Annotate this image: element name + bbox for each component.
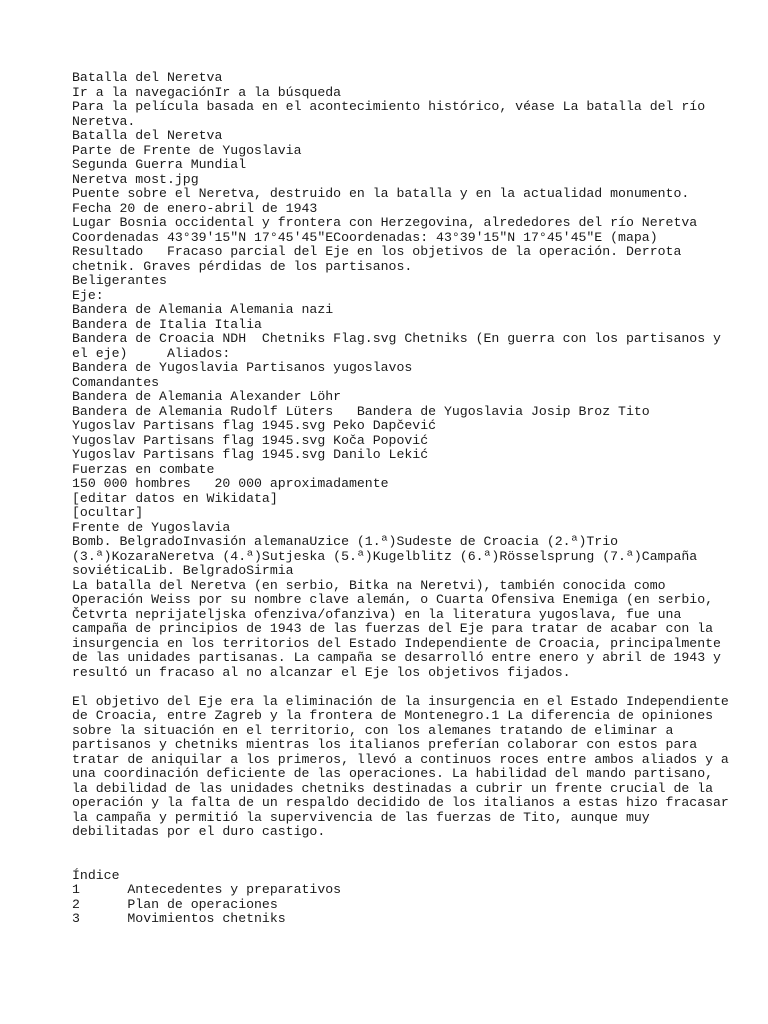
text-line: Četvrta neprijateljska ofenziva/ofanziva) en la literatura yugoslava, fue una bbox=[72, 606, 682, 622]
text-line: la debilidad de las unidades chetniks destinadas a cubrir un frente crucial de la bbox=[72, 780, 714, 796]
text-line: resultó un fracaso al no alcanzar el Eje los objetivos fijados. bbox=[72, 664, 571, 680]
blank-line bbox=[72, 840, 722, 855]
text-line: Neretva. bbox=[72, 113, 136, 129]
text-line: Beligerantes bbox=[72, 273, 167, 288]
text-line: Fuerzas en combate bbox=[72, 461, 215, 477]
text-line: Neretva most.jpg bbox=[72, 171, 199, 187]
text-line: La batalla del Neretva (en serbio, Bitka na Neretvi), también conocida como bbox=[72, 577, 666, 593]
text-line: Yugoslav Partisans flag 1945.svg Koča Popović bbox=[72, 432, 429, 448]
text-line: Lugar Bosnia occidental y frontera con Herzegovina, alrededores del río Neretva bbox=[72, 215, 698, 230]
text-line: Puente sobre el Neretva, destruido en la batalla y en la actualidad monumento. bbox=[72, 186, 690, 201]
text-line: Coordenadas 43°39′15″N 17°45′45″ECoordenadas: 43°39′15″N 17°45′45″E (mapa) bbox=[72, 229, 658, 245]
text-line: [editar datos en Wikidata] bbox=[72, 490, 278, 506]
text-line: Resultado Fracaso parcial del Eje en los objetivos de la operación. Derrota bbox=[72, 244, 682, 259]
text-line: Yugoslav Partisans flag 1945.svg Danilo Lekić bbox=[72, 447, 429, 462]
text-line: chetnik. Graves pérdidas de los partisanos. bbox=[72, 258, 413, 274]
text-line: Comandantes bbox=[72, 374, 160, 390]
text-line: debilitadas por el duro castigo. bbox=[72, 824, 326, 839]
text-line: Yugoslav Partisans flag 1945.svg Peko Dapčević bbox=[72, 418, 437, 433]
document-body bbox=[72, 70, 729, 927]
blank-line bbox=[72, 680, 722, 695]
text-line: Ir a la navegaciónIr a la búsqueda bbox=[72, 84, 342, 100]
text-line: Parte de Frente de Yugoslavia bbox=[72, 142, 302, 158]
text-line: Fecha 20 de enero-abril de 1943 bbox=[72, 200, 318, 216]
text-line: Bandera de Croacia NDH Chetniks Flag.svg Chetniks (En guerra con los partisanos y bbox=[72, 331, 721, 346]
text-line: soviéticaLib. BelgradoSirmia bbox=[72, 563, 294, 578]
text-line: 1 Antecedentes y preparativos bbox=[72, 882, 342, 897]
text-line: Operación Weiss por su nombre clave alemán, o Cuarta Ofensiva Enemiga (en serbio, bbox=[72, 592, 714, 607]
text-line: campaña de principios de 1943 de las fuerzas del Eje para tratar de acabar con la bbox=[72, 621, 714, 636]
text-line: una coordinación deficiente de las operaciones. La habilidad del mando partisano, bbox=[72, 766, 714, 781]
text-line: Batalla del Neretva bbox=[72, 128, 223, 143]
text-line: Para la película basada en el acontecimiento histórico, véase La batalla del río bbox=[72, 99, 706, 114]
text-line: 2 Plan de operaciones bbox=[72, 896, 278, 912]
text-line: Batalla del Neretva bbox=[72, 70, 223, 85]
text-line: partisanos y chetniks mientras los italianos preferían colaborar con estos para bbox=[72, 737, 698, 752]
text-line: Bandera de Alemania Alemania nazi bbox=[72, 302, 334, 317]
text-line: de las unidades partisanas. La campaña se desarrolló entre enero y abril de 1943 y bbox=[72, 650, 721, 665]
text-line: Frente de Yugoslavia bbox=[72, 519, 231, 535]
text-line: (3.ª)KozaraNeretva (4.ª)Sutjeska (5.ª)Kugelblitz (6.ª)Rösselsprung (7.ª)Campaña bbox=[72, 548, 698, 564]
text-line: Bomb. BelgradoInvasión alemanaUzice (1.ª)Sudeste de Croacia (2.ª)Trio bbox=[72, 534, 619, 549]
text-line: 3 Movimientos chetniks bbox=[72, 911, 286, 926]
text-line: la campaña y permitió la supervivencia de las fuerzas de Tito, aunque muy bbox=[72, 809, 650, 825]
text-line: el eje) Aliados: bbox=[72, 345, 231, 361]
text-line: Segunda Guerra Mundial bbox=[72, 157, 247, 172]
text-line: Eje: bbox=[72, 287, 104, 303]
text-line: de Croacia, entre Zagreb y la frontera de Montenegro.1 La diferencia de opiniones bbox=[72, 708, 714, 723]
blank-line bbox=[72, 854, 722, 869]
text-line: insurgencia en los territorios del Estado Independiente de Croacia, principalmente bbox=[72, 635, 721, 651]
text-line: Bandera de Italia Italia bbox=[72, 316, 262, 332]
text-line: tratar de aniquilar a los primeros, llevó a continuos roces entre ambos aliados y a bbox=[72, 751, 729, 767]
text-line: Bandera de Alemania Rudolf Lüters Bandera de Yugoslavia Josip Broz Tito bbox=[72, 403, 650, 419]
text-line: sobre la situación en el territorio, con los alemanes tratando de eliminar a bbox=[72, 722, 674, 738]
text-line: 150 000 hombres 20 000 aproximadamente bbox=[72, 476, 389, 491]
text-line: El objetivo del Eje era la eliminación de la insurgencia en el Estado Independiente bbox=[72, 693, 729, 709]
text-line: Bandera de Alemania Alexander Löhr bbox=[72, 389, 342, 404]
text-line: Índice bbox=[72, 867, 120, 883]
text-line: Bandera de Yugoslavia Partisanos yugoslavos bbox=[72, 360, 413, 375]
text-line: operación y la falta de un respaldo decidido de los italianos a estas hizo fracasar bbox=[72, 795, 729, 810]
text-line: [ocultar] bbox=[72, 505, 144, 520]
